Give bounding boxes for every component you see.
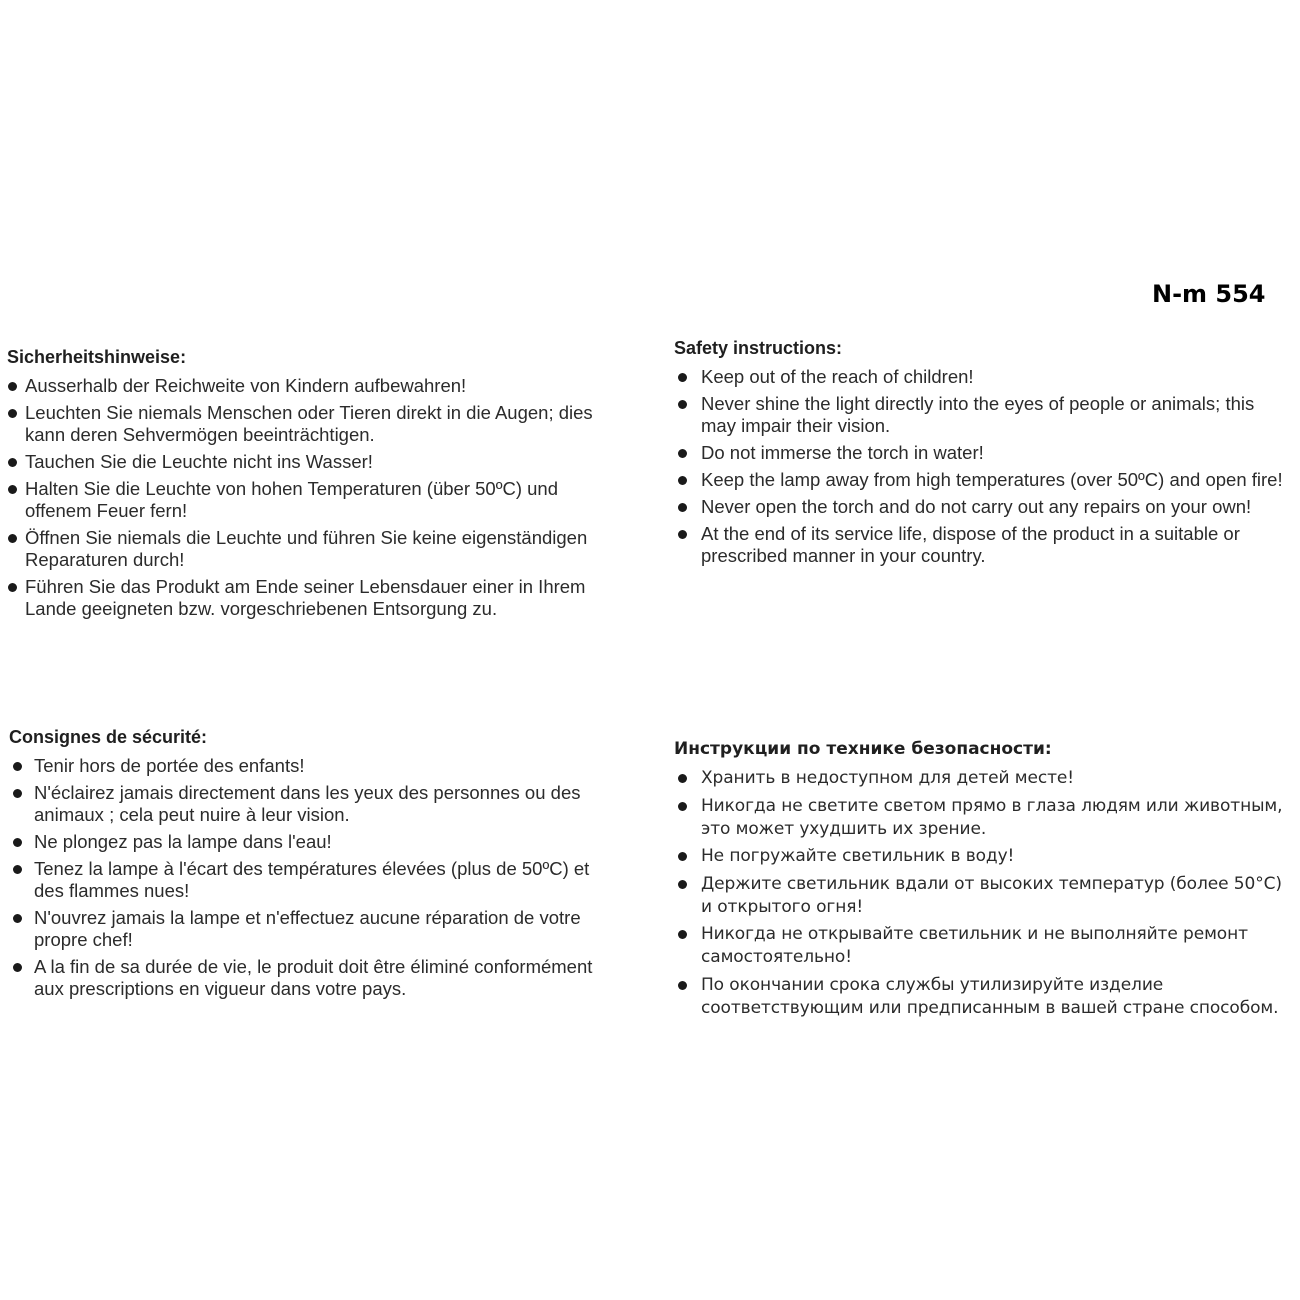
bullet-icon xyxy=(8,409,17,418)
list-item xyxy=(9,755,609,777)
bullet-icon xyxy=(678,802,687,811)
item-text: Keep out of the reach of children! xyxy=(701,366,974,387)
safety-section-german xyxy=(7,345,607,625)
item-text: Никогда не светите светом прямо в глаза людям или животным, это может ухудшить их зрение. xyxy=(701,795,1283,839)
item-text: Tauchen Sie die Leuchte nicht ins Wasser! xyxy=(25,451,373,472)
list-item xyxy=(9,782,609,826)
item-text: Tenez la lampe à l'écart des températures élevées (plus de 50ºC) et des flammes nues! xyxy=(34,858,590,901)
bullet-icon xyxy=(678,400,687,409)
bullet-icon xyxy=(8,382,17,391)
list-item xyxy=(674,845,1298,868)
instruction-list xyxy=(7,375,607,620)
bullet-icon xyxy=(678,476,687,485)
bullet-icon xyxy=(678,530,687,539)
list-item xyxy=(674,469,1294,491)
section-heading: Safety instructions: xyxy=(674,338,843,358)
bullet-icon xyxy=(13,865,22,874)
bullet-icon xyxy=(8,458,17,467)
bullet-icon xyxy=(678,852,687,861)
item-text: Öffnen Sie niemals die Leuchte und führen Sie keine eigenständigen Reparaturen durch! xyxy=(25,527,588,570)
list-item xyxy=(674,442,1294,464)
list-item xyxy=(9,956,609,1000)
list-item xyxy=(674,974,1298,1020)
bullet-icon xyxy=(678,449,687,458)
bullet-icon xyxy=(678,503,687,512)
item-text: Leuchten Sie niemals Menschen oder Tieren direkt in die Augen; dies kann deren Sehvermögen beeinträchtigen. xyxy=(25,402,593,445)
list-item xyxy=(9,858,609,902)
list-item xyxy=(674,496,1294,518)
list-item xyxy=(7,451,607,473)
bullet-icon xyxy=(678,774,687,783)
item-text: Führen Sie das Produkt am Ende seiner Lebensdauer einer in Ihrem Lande geeigneten bzw. vorgeschriebenen Entsorgung zu. xyxy=(25,576,586,619)
instruction-list xyxy=(9,755,609,1000)
bullet-icon xyxy=(13,762,22,771)
item-text: Никогда не открывайте светильник и не выполняйте ремонт самостоятельно! xyxy=(701,924,1248,967)
list-item xyxy=(674,873,1298,919)
bullet-icon xyxy=(13,789,22,798)
safety-section-english xyxy=(674,336,1294,572)
item-text: Хранить в недоступном для детей месте! xyxy=(701,768,1074,788)
bullet-icon xyxy=(13,963,22,972)
list-item xyxy=(7,478,607,522)
list-item xyxy=(674,923,1298,969)
section-heading: Sicherheitshinweise: xyxy=(7,347,187,367)
item-text: A la fin de sa durée de vie, le produit doit être éliminé conformément aux prescriptions en vigueur dans votre pays. xyxy=(34,956,593,999)
safety-section-french xyxy=(9,725,609,1005)
instruction-list xyxy=(674,767,1298,1020)
safety-section-russian xyxy=(674,737,1298,1024)
bullet-icon xyxy=(8,583,17,592)
item-text: Tenir hors de portée des enfants! xyxy=(34,755,305,776)
item-text: Keep the lamp away from high temperatures (over 50ºC) and open fire! xyxy=(701,469,1283,490)
list-item xyxy=(7,527,607,571)
bullet-icon xyxy=(678,373,687,382)
item-text: At the end of its service life, dispose of the product in a suitable or prescribed manner in your country. xyxy=(701,523,1240,566)
bullet-icon xyxy=(8,534,17,543)
item-text: Ausserhalb der Reichweite von Kindern aufbewahren! xyxy=(25,375,467,396)
bullet-icon xyxy=(13,914,22,923)
item-text: Держите светильник вдали от высоких температур (более 50°C) и открытого огня! xyxy=(701,873,1282,917)
instruction-list xyxy=(674,366,1294,567)
item-text: Не погружайте светильник в воду! xyxy=(701,846,1015,866)
list-item xyxy=(674,523,1294,567)
bullet-icon xyxy=(678,981,687,990)
item-text: Ne plongez pas la lampe dans l'eau! xyxy=(34,831,332,852)
item-text: Halten Sie die Leuchte von hohen Temperaturen (über 50ºC) und offenem Feuer fern! xyxy=(25,478,558,521)
list-item xyxy=(9,907,609,951)
list-item xyxy=(7,375,607,397)
section-heading: Consignes de sécurité: xyxy=(9,727,208,747)
list-item xyxy=(7,402,607,446)
item-text: N'éclairez jamais directement dans les yeux des personnes ou des animaux ; cela peut nuire à leur vision. xyxy=(34,782,581,825)
item-text: Never open the torch and do not carry out any repairs on your own! xyxy=(701,496,1252,517)
section-heading: Инструкции по технике безопасности: xyxy=(674,739,1052,759)
list-item xyxy=(7,576,607,620)
bullet-icon xyxy=(13,838,22,847)
list-item xyxy=(674,767,1298,790)
list-item xyxy=(674,393,1294,437)
item-text: Never shine the light directly into the eyes of people or animals; this may impair their vision. xyxy=(701,393,1255,436)
item-text: По окончании срока службы утилизируйте изделие соответствующим или предписанным в вашей стране способом. xyxy=(701,974,1279,1018)
item-text: Do not immerse the torch in water! xyxy=(701,442,984,463)
list-item xyxy=(674,795,1298,841)
list-item xyxy=(674,366,1294,388)
item-text: N'ouvrez jamais la lampe et n'effectuez aucune réparation de votre propre chef! xyxy=(34,907,581,950)
bullet-icon xyxy=(678,930,687,939)
model-number: N-m 554 xyxy=(1152,280,1266,308)
list-item xyxy=(9,831,609,853)
bullet-icon xyxy=(8,485,17,494)
bullet-icon xyxy=(678,880,687,889)
